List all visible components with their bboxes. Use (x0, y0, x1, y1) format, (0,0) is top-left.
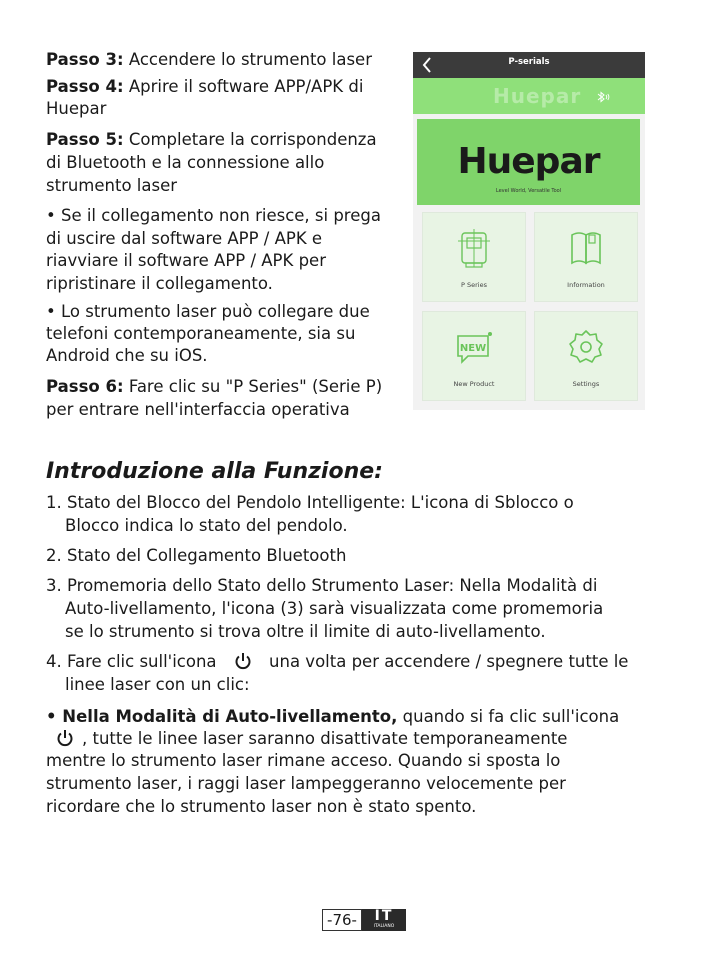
power-icon (234, 652, 252, 670)
intro-item-3-line-3: se lo strumento si trova oltre il limite di auto-livellamento. (65, 622, 546, 641)
app-screenshot (413, 52, 645, 410)
new-badge-icon (454, 326, 494, 368)
page-number: -76- (322, 909, 362, 931)
note-line-5: ricordare che lo strumento laser non è stato spento. (46, 797, 477, 816)
step-5-line-3: strumento laser (46, 176, 178, 195)
language-code: IT (374, 908, 394, 924)
bullet-1-line-4: ripristinare il collegamento. (46, 274, 273, 293)
step-5-line-1 (46, 129, 377, 152)
bullet-1-line-3: riavviare il software APP / APK per (46, 251, 326, 270)
section-heading: Introduzione alla Funzione: (46, 459, 383, 484)
tile-settings-label: Settings (572, 380, 600, 388)
intro-item-1-line-1: 1. Stato del Blocco del Pendolo Intelligente: L'icona di Sblocco o (46, 493, 574, 512)
note-line-2 (56, 728, 567, 751)
app-title-bar (413, 52, 645, 78)
note-line-4: strumento laser, i raggi laser lampeggeranno velocemente per (46, 774, 566, 793)
laser-level-icon (454, 227, 494, 269)
bullet-2-line-2: telefoni contemporaneamente, sia su (46, 324, 356, 343)
intro-item-4-text-a: 4. Fare clic sull'icona (46, 652, 217, 671)
step-6-text: Fare clic su "P Series" (Serie P) (123, 377, 383, 396)
huepar-logo: Huepar (457, 141, 600, 182)
note-text-b: , tutte le linee laser saranno disattivate temporaneamente (82, 729, 568, 748)
step-3-label: Passo 3: (46, 50, 124, 69)
banner-tagline: Level World, Versatile Tool (495, 188, 562, 194)
step-5-label: Passo 5: (46, 130, 124, 149)
tile-p-series-label: P Series (461, 281, 487, 289)
bullet-2-line-3: Android che su iOS. (46, 346, 208, 365)
step-5-line-2: di Bluetooth e la connessione allo (46, 153, 325, 172)
tile-new-product[interactable] (422, 311, 526, 401)
step-3-text: Accendere lo strumento laser (123, 50, 372, 69)
step-6-line-2: per entrare nell'interfaccia operativa (46, 400, 350, 419)
intro-item-4-line-2: linee laser con un clic: (65, 675, 250, 694)
tile-p-series[interactable] (422, 212, 526, 302)
tile-settings[interactable] (534, 311, 638, 401)
language-name: ITALIANO (373, 924, 395, 929)
step-6-line-1 (46, 376, 382, 399)
step-4-label: Passo 4: (46, 77, 124, 96)
book-icon (566, 227, 606, 269)
step-4-line-1 (46, 76, 363, 99)
header-ghost-logo: Huepar (493, 84, 582, 108)
step-6-label: Passo 6: (46, 377, 124, 396)
intro-item-3-line-2: Auto-livellamento, l'icona (3) sarà visualizzata come promemoria (65, 599, 604, 618)
note-bold: • Nella Modalità di Auto-livellamento, (46, 707, 398, 726)
intro-item-2: 2. Stato del Collegamento Bluetooth (46, 546, 347, 565)
intro-item-4-line-1 (46, 651, 628, 674)
app-title: P-serials (508, 57, 550, 67)
language-badge (362, 909, 406, 931)
tile-information-label: Information (567, 281, 605, 289)
note-text-a: quando si fa clic sull'icona (397, 707, 620, 726)
note-line-1 (46, 706, 619, 729)
note-line-3: mentre lo strumento laser rimane acceso. Quando si sposta lo (46, 751, 561, 770)
step-4-text: Aprire il software APP/APK di (123, 77, 364, 96)
intro-item-4-text-b: una volta per accendere / spegnere tutte le (269, 652, 629, 671)
app-header-strip (413, 78, 645, 114)
step-5-text: Completare la corrispondenza (123, 130, 377, 149)
power-icon (56, 729, 74, 747)
bullet-1-line-2: di uscire dal software APP / APK e (46, 229, 323, 248)
svg-text:NEW: NEW (459, 343, 487, 354)
bullet-2-line-1: • Lo strumento laser può collegare due (46, 302, 370, 321)
gear-icon (566, 326, 606, 368)
step-4-line-2: Huepar (46, 99, 107, 118)
bullet-1-line-1: • Se il collegamento non riesce, si prega (46, 206, 381, 225)
intro-item-1-line-2: Blocco indica lo stato del pendolo. (65, 516, 348, 535)
bluetooth-icon[interactable] (596, 91, 610, 103)
tile-new-product-label: New Product (453, 380, 495, 388)
intro-item-3-line-1: 3. Promemoria dello Stato dello Strumento Laser: Nella Modalità di (46, 576, 598, 595)
step-3 (46, 49, 372, 72)
tile-information[interactable] (534, 212, 638, 302)
app-banner (417, 119, 640, 205)
